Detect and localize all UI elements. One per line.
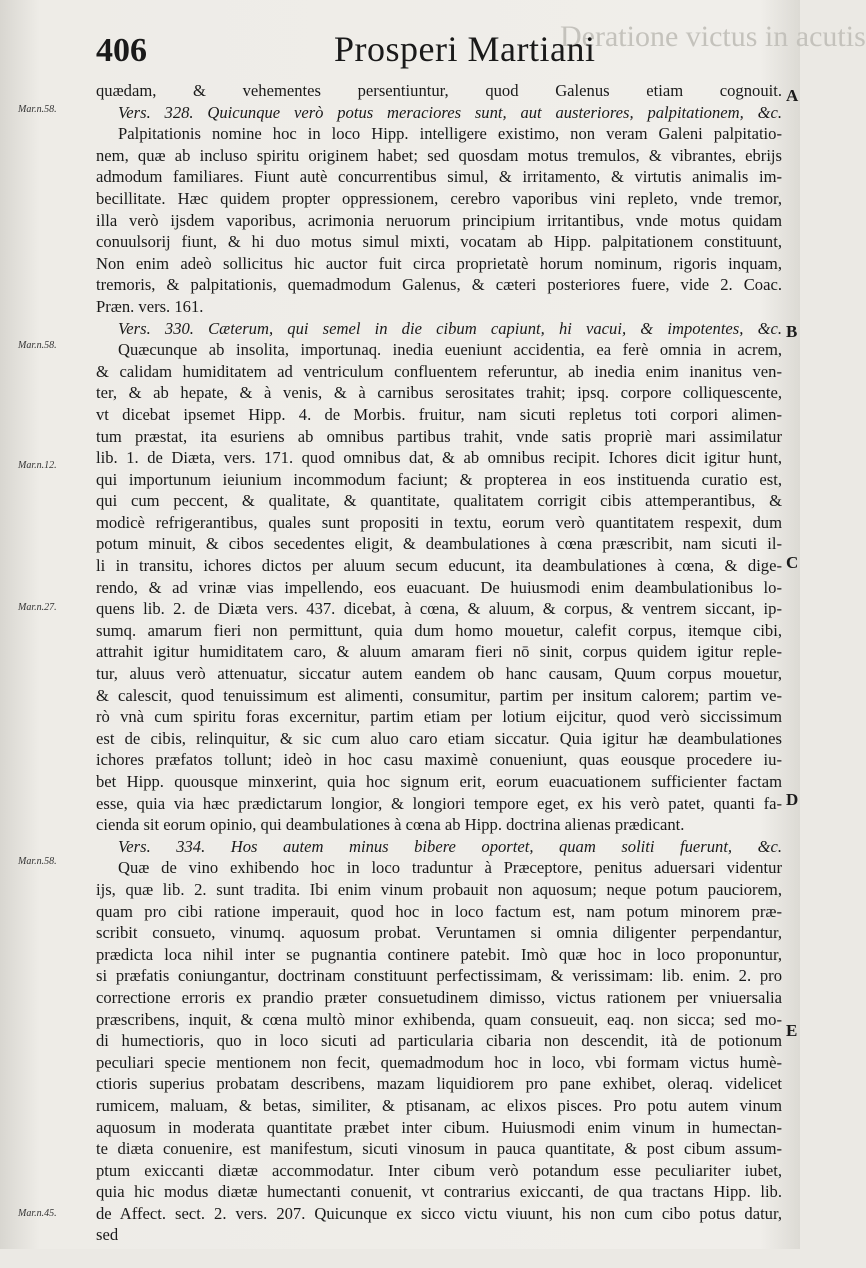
text-line: ichores præfatos tollunt; ideò in hoc casu maximè conueniunt, quas eousque procedere iu- xyxy=(96,750,782,770)
text-line: tum præstat, ita esuriens ab omnibus partibus trahit, vnde satis propriè mari assimilatur xyxy=(96,426,782,446)
verse-heading: Vers. 334. Hos autem minus bibere oportet, quam soliti fuerunt, &c. xyxy=(118,836,782,856)
text-line: & calescit, quod tenuissimum est alimenti, consumitur, partim per insitum calorem; partim ve- xyxy=(96,685,782,705)
text-line: Non enim adeò sollicitus hic auctor fuit circa proprietatè horum nominum, rigoris inquam, xyxy=(96,253,782,273)
text-line: sumq. amarum fieri non permittunt, quia dum homo mouetur, calefit corpus, itemque cibi, xyxy=(96,620,782,640)
text-line: de Affect. sect. 2. vers. 207. Quicunque ex sicco victu viuunt, his non cum cibo potus datur, xyxy=(96,1203,782,1223)
text-line: ctioris superius probatam describens, mazam liquidiorem pro pane exhibet, oleraq. videlicet xyxy=(96,1074,782,1094)
section-letter: E xyxy=(786,1021,798,1040)
text-line: Palpitationis nomine hoc in loco Hipp. intelligere existimo, non veram Galeni palpitatio- xyxy=(118,124,782,144)
text-line: conuulsorij fiunt, & hi duo motus simul mixti, vocatam ab Hipp. palpitationem constituunt, xyxy=(96,232,782,252)
text-line: sed xyxy=(96,1225,119,1245)
text-line: lib. 1. de Diæta, vers. 171. quod omnibus dat, & ab omnibus recipit. Ichores dicit igitur hunt, xyxy=(96,448,782,468)
text-line: quædam, & vehementes persentiuntur, quod Galenus etiam cognouit. xyxy=(96,81,782,100)
text-line: rumicem, maluam, & betas, similiter, & ptisanam, ac elixos pisces. Pro potu autem vinum xyxy=(96,1095,782,1115)
body-text xyxy=(96,80,782,1268)
text-line: li in transitu, ichores dictos per aluum secum educunt, ita deambulationes à cœna, & dige- xyxy=(96,556,782,576)
text-line: quens lib. 2. de Diæta vers. 437. dicebat, à cœna, & aluum, & corpus, & ventrem siccant, ip- xyxy=(96,599,782,619)
text-line: Præn. vers. 161. xyxy=(96,296,204,316)
margin-note: Mar.n.58. xyxy=(18,104,57,115)
bleed-through-text: Deratione victus in acutis xyxy=(560,20,866,53)
text-line: ter, & ab hepate, & à venis, & à carnibus serositates trahit; ipsq. corpore colliquescente, xyxy=(96,383,782,403)
text-line: quia hic modus diætæ humectanti conuenit, vt contrarius exiccanti, de qua tractans Hipp. lib. xyxy=(96,1182,782,1202)
text-line: potum minuit, & cibos secedentes eligit, & deambulationes à cœna præscribit, nam sicuti il- xyxy=(96,534,782,554)
text-line: ptum exiccanti diætæ accommodatur. Inter cibum verò potandum esse peculiariter iubet, xyxy=(96,1160,782,1180)
text-line: vt dicebat ipsemet Hipp. 4. de Morbis. fruitur, nam sicuti repletus toti corpori alimen- xyxy=(96,404,782,424)
text-line: illa verò ijsdem vaporibus, acrimonia neruorum principium irritantibus, vnde motus quidam xyxy=(96,210,782,230)
running-title: Prosperi Martiani xyxy=(334,29,596,69)
text-line: modicè refrigerantibus, quales sunt propositi in textu, eorum verò quantitatem respexit, dum xyxy=(96,512,782,532)
text-line: di humectioris, quo in loco sicuti ad particularia cibaria non descendit, ità de potionum xyxy=(96,1031,782,1051)
text-line: Quæcunque ab insolita, importunaq. inedia eueniunt accidentia, ea ferè omnia in acrem, xyxy=(118,340,782,360)
verse-heading: Vers. 330. Cæterum, qui semel in die cibum capiunt, hi vacui, & impotentes, &c. xyxy=(118,318,782,338)
margin-note: Mar.n.12. xyxy=(18,460,57,471)
text-line: tur, aluus verò attenuatur, siccatur autem eandem ob hanc causam, Quum corpus mouetur, xyxy=(96,664,782,684)
page-header xyxy=(96,28,776,74)
text-line: tremoris, & palpitationis, quemadmodum Galenus, & cæteri posteriores fuere, vide 2. Coac. xyxy=(96,275,782,295)
verse-heading: Vers. 328. Quicunque verò potus meraciores sunt, aut austeriores, palpitationem, &c. xyxy=(118,102,782,122)
margin-note: Mar.n.58. xyxy=(18,340,57,351)
text-line: & calidam humiditatem ad ventriculum confluentem referuntur, ab inedia enim inanitus ven- xyxy=(96,361,782,381)
text-line: si præfatis coniungantur, doctrinam constituunt perfectissimam, & verissimam: lib. enim. 2. pro xyxy=(96,966,782,986)
text-line: quam pro cibi ratione imperauit, quod hoc in loco factum est, nam potum minorem præ- xyxy=(96,901,782,921)
text-line: qui importunum ieiunium incommodum faciunt; & propterea in eos instituenda curatio est, xyxy=(96,469,782,489)
text-line: nem, quæ ab incluso spiritu originem habet; sed quosdam motus tremulos, & vibrantes, ebrijs xyxy=(96,145,782,165)
section-letter: D xyxy=(786,790,799,809)
text-line: qui cum peccent, & qualitate, & quantitate, qualitatem corrigit cibis attemperantibus, & xyxy=(96,491,782,511)
text-line: scribit consueto, vinumq. aquosum probat. Veruntamen si omnia diligenter perpendantur, xyxy=(96,923,782,943)
text-line: correctione erroris ex prandio præter consuetudinem dimisso, victus rationem per vniuersalia xyxy=(96,987,782,1007)
text-line: prædicta loca nihil inter se pugnantia continere patebit. Imò quæ hoc in loco proponuntur, xyxy=(96,944,782,964)
text-line: aquosum in moderata quantitate præbet inter cibum. Huiusmodi enim vinum in humectan- xyxy=(96,1117,782,1137)
catchword xyxy=(96,1246,782,1268)
section-letter: B xyxy=(786,322,798,341)
margin-note: Mar.n.27. xyxy=(18,602,57,613)
text-line: becillitate. Hæc quidem propter oppressionem, cerebro vaporibus vini repleto, vnde tremor, xyxy=(96,188,782,208)
text-line: admodum familiares. Fiunt autè concurrentibus simul, & irritamento, & virtutis animalis im- xyxy=(96,167,782,187)
section-letter: A xyxy=(786,86,799,105)
text-line: rò vnà cum spiritu foras excernitur, partim etiam per lotium eijcitur, quod verò siccissimum xyxy=(96,707,782,727)
page-number: 406 xyxy=(96,32,147,69)
text-line: bet Hipp. quousque minxerint, quia hoc signum erit, eorum euacuationem sufficienter factam xyxy=(96,772,782,791)
text-line: Quæ de vino exhibendo hoc in loco traduntur à Præceptore, penitus aduersari videntur xyxy=(118,858,782,878)
margin-note: Mar.n.45. xyxy=(18,1208,57,1219)
text-line: præscribens, inquit, & cœna multò minor exhibenda, quam consueuit, eaq. non sicca; sed mo- xyxy=(96,1009,782,1029)
section-letter: C xyxy=(786,553,799,572)
text-line: ijs, quæ lib. 2. sunt tradita. Ibi enim vinum probauit non aquosum; neque potum pauciorem, xyxy=(96,879,782,899)
text-line: rendo, & ad vrinæ vias impellendo, eos euacuant. De huiusmodi enim deambulationibus lo- xyxy=(96,577,782,597)
text-line: est de cibis, relinquitur, & sic cum aluo caro etiam siccatur. Quia igitur hæ deambulationes xyxy=(96,728,782,748)
text-line: esse, quia via hæc prædictarum longior, & longiori tempore eget, ex his verò patet, quanti fa- xyxy=(96,793,782,813)
text-line: peculiari specie mentionem non fecit, quemadmodum hoc in loco, vbi formam victus humè- xyxy=(96,1052,782,1072)
text-line: te diæta conuenire, est manifestum, sicuti vinosum in pauca quantitate, & post cibum assum- xyxy=(96,1139,782,1159)
text-line: attrahit igitur humiditatem caro, & aluum amaram fieri nō sinit, corpus quidem igitur reple- xyxy=(96,642,782,662)
margin-note: Mar.n.58. xyxy=(18,856,57,867)
text-line: cienda sit eorum opinio, qui deambulationes à cœna ab Hipp. doctrina alienas prædicant. xyxy=(96,815,685,835)
